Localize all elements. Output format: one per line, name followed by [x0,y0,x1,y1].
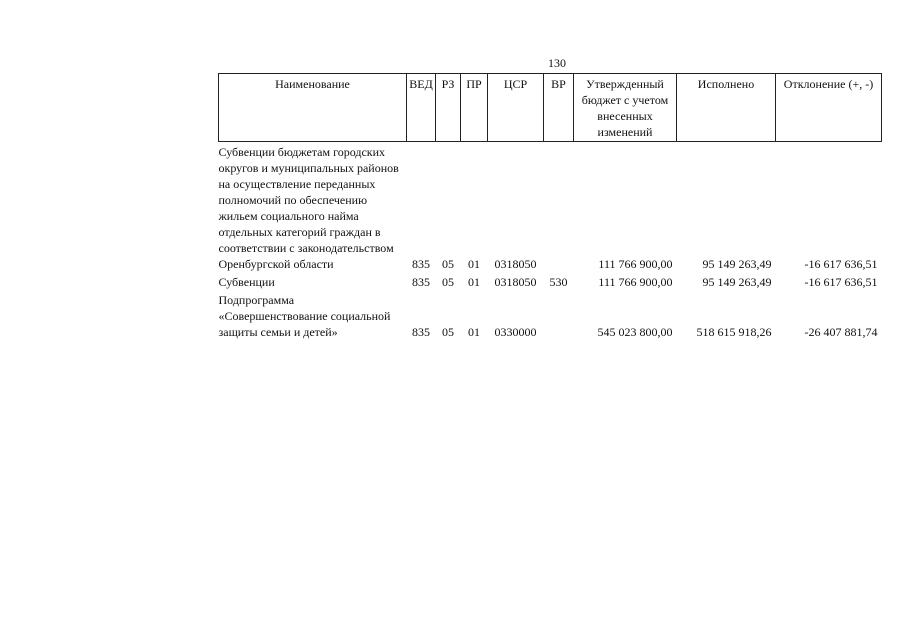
row-executed: 95 149 263,49 [702,257,772,271]
budget-execution-table [218,73,882,340]
row-pr: 01 [468,275,480,289]
row-vr [544,142,574,273]
header-csr: ЦСР [488,74,544,142]
table-row [219,290,882,340]
table-row [219,142,882,273]
row-rz: 05 [442,325,454,339]
row-pr: 01 [468,257,480,271]
row-ved: 835 [412,257,430,271]
header-deviation: Отклонение (+, -) [776,74,882,142]
table-row [219,272,882,290]
header-pr: ПР [461,74,488,142]
row-csr: 0330000 [494,325,537,339]
row-pr: 01 [468,325,480,339]
row-csr: 0318050 [494,275,537,289]
header-executed: Исполнено [677,74,776,142]
header-vr: ВР [544,74,574,142]
row-rz: 05 [442,275,454,289]
row-ved: 835 [412,275,430,289]
row-approved: 111 766 900,00 [598,257,673,271]
row-csr: 0318050 [494,257,537,271]
header-name: Наименование [219,74,407,142]
row-vr: 530 [549,275,568,289]
row-name: Субвенции [218,275,275,289]
row-name: Подпрограмма «Совершенствование социальной защиты семьи и детей» [218,293,391,339]
row-name: Субвенции бюджетам городских округов и муниципальных районов на осуществление переданных полномочий по обеспечению жильем социального найма отдельных категорий граждан в соответствии с законодательством Оренбургской области [218,145,399,271]
header-approved: Утвержденный бюджет с учетом внесенных изменений [574,74,677,142]
row-ved: 835 [412,325,430,339]
row-deviation: -16 617 636,51 [804,275,878,289]
page-number: 130 [548,56,566,70]
row-deviation: -16 617 636,51 [804,257,878,271]
table-header-row [219,74,882,142]
row-deviation: -26 407 881,74 [804,325,878,339]
header-ved: ВЕД [407,74,436,142]
row-executed: 95 149 263,49 [702,275,772,289]
row-vr [544,290,574,340]
row-approved: 111 766 900,00 [598,275,673,289]
row-approved: 545 023 800,00 [597,325,673,339]
row-rz: 05 [442,257,454,271]
row-executed: 518 615 918,26 [696,325,772,339]
header-rz: РЗ [436,74,461,142]
